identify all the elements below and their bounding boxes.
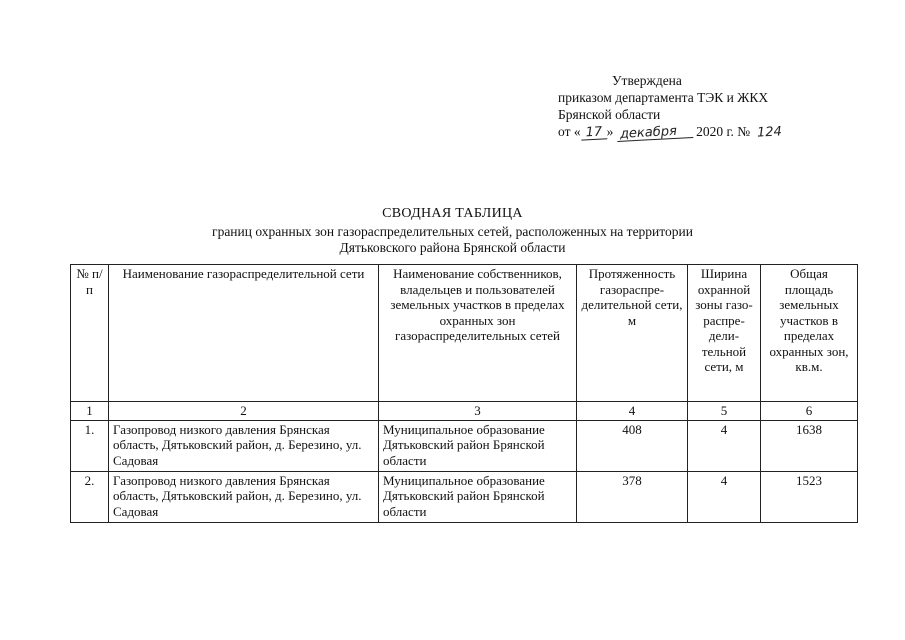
- document-title: СВОДНАЯ ТАБЛИЦА: [382, 206, 523, 221]
- handwritten-number: 124: [756, 124, 782, 141]
- column-number: 2: [109, 402, 379, 421]
- summary-table: [70, 264, 858, 523]
- date-year: 2020 г.: [696, 124, 734, 139]
- table-header-row: [71, 265, 858, 402]
- column-number: 4: [577, 402, 688, 421]
- header-zone-width: Ширина охранной зоны газо-распре-дели-тельной сети, м: [688, 265, 761, 402]
- column-number: 6: [761, 402, 858, 421]
- row-network: Газопровод низкого давления Брянская область, Дятьковский район, д. Березино, ул. Садовая: [109, 420, 379, 471]
- row-length: 408: [577, 420, 688, 471]
- row-zone-width: 4: [688, 471, 761, 522]
- number-sign: №: [737, 124, 751, 139]
- header-total-area: Общая площадь земельных участков в пределах охранных зон, кв.м.: [761, 265, 858, 402]
- document-subtitle-line1: границ охранных зон газораспределительных сетей, расположенных на территории: [212, 224, 693, 239]
- row-number: 2.: [71, 471, 109, 522]
- row-network: Газопровод низкого давления Брянская область, Дятьковский район, д. Березино, ул. Садовая: [109, 471, 379, 522]
- approval-block: [558, 72, 858, 140]
- column-number: 3: [379, 402, 577, 421]
- row-area: 1638: [761, 420, 858, 471]
- handwritten-month: декабря: [616, 124, 693, 142]
- document-title-block: [0, 206, 905, 256]
- header-network-name: Наименование газораспределительной сети: [109, 265, 379, 402]
- date-prefix: от «: [558, 124, 581, 139]
- row-length: 378: [577, 471, 688, 522]
- approval-heading: Утверждена: [612, 73, 682, 88]
- approval-order-line: приказом департамента ТЭК и ЖКХ: [558, 90, 769, 105]
- row-zone-width: 4: [688, 420, 761, 471]
- column-number: 5: [688, 402, 761, 421]
- row-owners: Муниципальное образование Дятьковский район Брянской области: [379, 471, 577, 522]
- row-owners: Муниципальное образование Дятьковский район Брянской области: [379, 420, 577, 471]
- table-row: [71, 420, 858, 471]
- column-number-row: [71, 402, 858, 421]
- date-quote-close: »: [606, 124, 614, 139]
- table-row: [71, 471, 858, 522]
- header-owners: Наименование собственников, владельцев и пользователей земельных участков в пределах охранных зон газораспределительных сетей: [379, 265, 577, 402]
- handwritten-day: 17: [580, 125, 607, 140]
- approval-region-line: Брянской области: [558, 107, 661, 122]
- column-number: 1: [71, 402, 109, 421]
- approval-date-line: [558, 123, 858, 140]
- header-length: Протяженность газораспре-делительной сети, м: [577, 265, 688, 402]
- document-subtitle-line2: Дятьковского района Брянской области: [339, 240, 566, 255]
- header-number: № п/п: [71, 265, 109, 402]
- row-number: 1.: [71, 420, 109, 471]
- row-area: 1523: [761, 471, 858, 522]
